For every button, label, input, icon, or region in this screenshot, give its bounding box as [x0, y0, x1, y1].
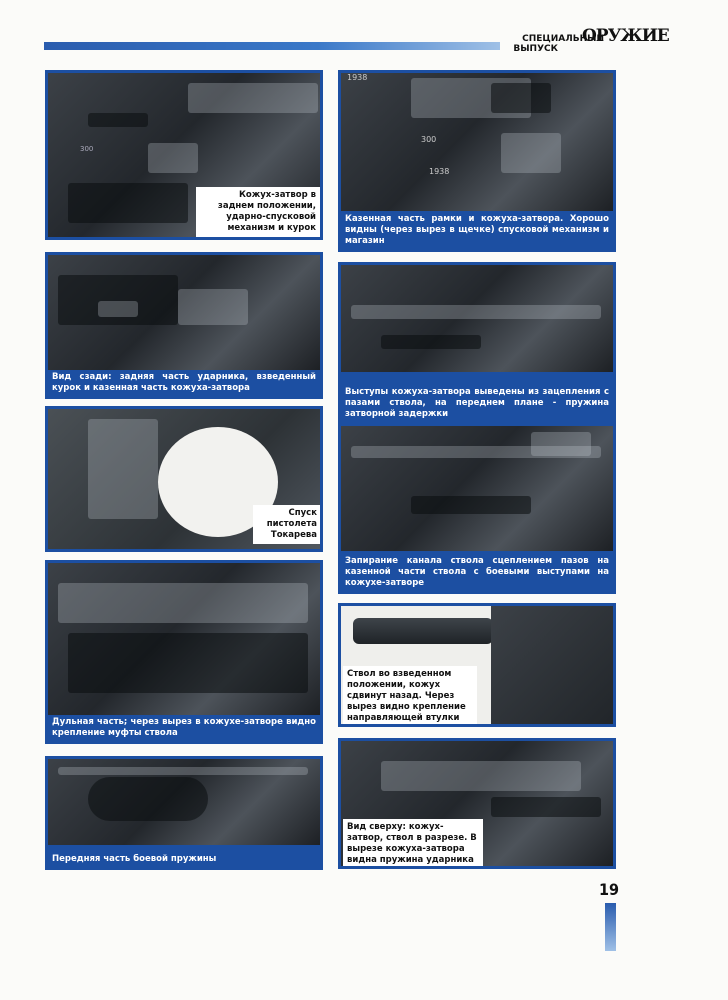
caption-mainspring: Передняя часть боевой пружины	[52, 854, 217, 864]
photo-frame-breech	[341, 73, 613, 211]
photo-number: 1938	[347, 73, 368, 82]
photo-number: 300	[421, 135, 437, 144]
page-number: 19	[599, 880, 620, 899]
photo-panel-1	[45, 70, 323, 240]
page-accent-bar	[605, 903, 616, 951]
photo-panel-4	[338, 262, 616, 425]
photo-panel-8	[338, 603, 616, 727]
photo-panel-3	[45, 252, 323, 399]
photo-panel-6	[338, 423, 616, 594]
caption-top-view: Вид сверху: кожух-затвор, ствол в разрезе. В вырезе кожуха-затвора видна пружина ударника	[343, 819, 483, 869]
photo-muzzle	[48, 563, 320, 715]
caption-barrel-cocked: Ствол во взведенном положении, кожух сдвинут назад. Через вырез видно крепление направляющей втулки	[343, 666, 477, 727]
photo-number: 300	[80, 145, 94, 153]
caption-slide-rear: Кожух-затвор в заднем положении, ударно-спусковой механизм и курок	[196, 187, 320, 237]
photo-panel-9	[338, 738, 616, 869]
photo-panel-7	[45, 560, 323, 744]
issue-line2: ВЫПУСК	[513, 44, 558, 54]
caption-frame-breech: Казенная часть рамки и кожуха-затвора. Хорошо видны (через вырез в щечке) спусковой механизм и магазин	[345, 214, 609, 246]
photo-number: 1938	[429, 167, 450, 176]
photo-rear-view	[48, 255, 320, 370]
photo-panel-10	[45, 756, 323, 870]
photo-panel-2	[338, 70, 616, 252]
issue-line1: СПЕЦИАЛЬНЫЙ	[522, 34, 604, 44]
photo-mainspring	[48, 759, 320, 845]
caption-barrel-locking: Запирание канала ствола сцеплением пазов на казенной части ствола с боевыми выступами на кожухе-затворе	[345, 556, 609, 588]
caption-trigger: Спуск пистолета Токарева	[253, 505, 321, 544]
caption-rear-view: Вид сзади: задняя часть ударника, взведенный курок и казенная часть кожуха-затвора	[52, 372, 316, 393]
header-bar	[44, 42, 500, 50]
photo-slide-lugs	[341, 265, 613, 372]
photo-barrel-locking	[341, 426, 613, 551]
photo-panel-5	[45, 406, 323, 552]
caption-slide-lugs: Выступы кожуха-затвора выведены из зацепления с пазами ствола, на переднем плане - пружина затворной задержки	[345, 387, 609, 419]
caption-muzzle: Дульная часть; через вырез в кожухе-затворе видно крепление муфты ствола	[52, 717, 316, 738]
magazine-logo: ОРУЖИЕ	[582, 26, 669, 46]
